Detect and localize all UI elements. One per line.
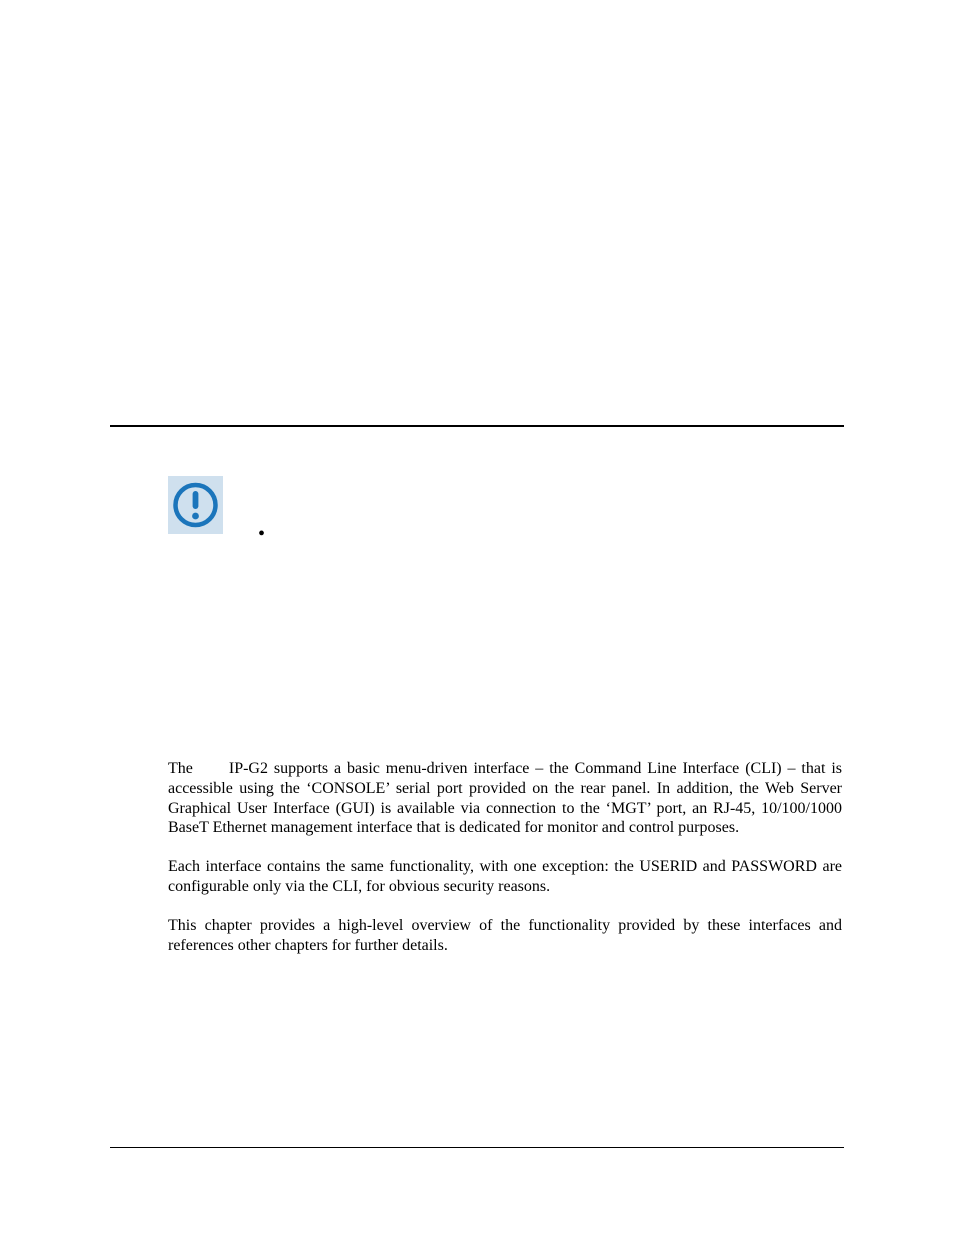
intro-paragraph [168,759,842,838]
overview-paragraph: This chapter provides a high-level overview of the functionality provided by these interfaces and references other chapters for further details. [168,917,842,954]
notice-bullet: • [258,523,266,545]
bottom-divider [110,1147,844,1148]
intro-paragraph-lead: The [168,760,193,777]
interface-paragraph: Each interface contains the same functionality, with one exception: the USERID and PASSWORD are configurable only via the CLI, for obvious security reasons. [168,858,842,895]
exclamation-circle-icon [168,476,223,534]
intro-paragraph-text: IP-G2 supports a basic menu-driven interface – the Command Line Interface (CLI) – that is accessible using the ‘CONSOLE’ serial port provided on the rear panel. In addition, the Web Server Graphical User Interface (GUI) is available via connection to the ‘MGT’ port, an RJ-45, 10/100/1000 BaseT Ethernet management interface that is dedicated for monitor and control purposes. [168,760,842,837]
top-divider [110,425,844,427]
